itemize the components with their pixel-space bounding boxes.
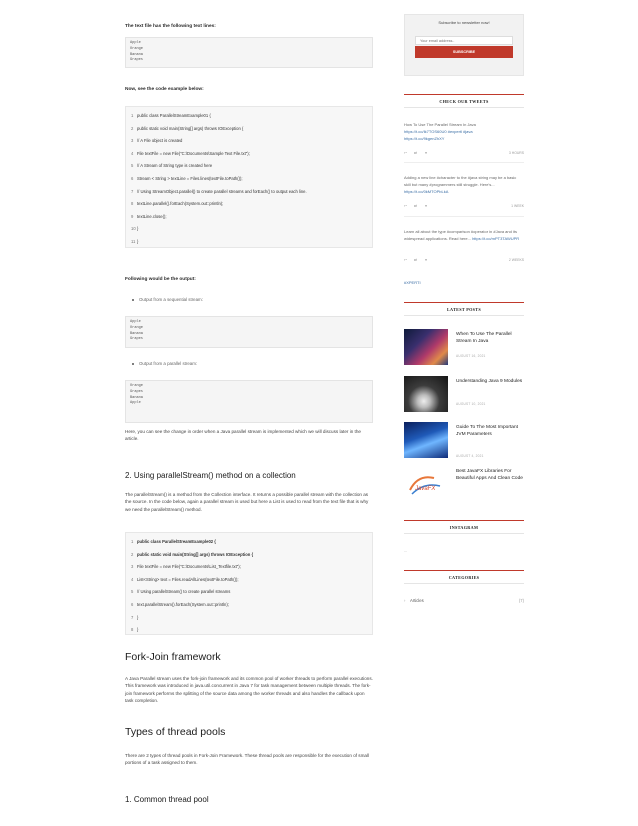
- output-line: Banana: [130, 331, 143, 336]
- code-line: [131, 110, 367, 123]
- parallelstream-paragraph: The parallelStream() is a method from the Collection interface. It returns a possible parallel stream with the collection as the source. In the code below, again a parallel stream is used but here a List is used to read from the text file that is why we need the parallelStream() method.: [125, 492, 369, 512]
- category-item[interactable]: [404, 598, 524, 606]
- code-line: [131, 624, 367, 637]
- code-text: // A Stream of String type is created here: [137, 163, 213, 169]
- line-number: 8: [131, 201, 134, 207]
- post-thumbnail[interactable]: [404, 329, 448, 365]
- tweet-link[interactable]: https://t.co/9kgenZhXY: [404, 136, 445, 141]
- code-line: [131, 549, 367, 562]
- javafx-logo-text: JavaFX: [415, 486, 436, 492]
- line-number: 4: [131, 576, 134, 582]
- line-number: 5: [131, 589, 134, 595]
- like-icon[interactable]: ♥: [425, 258, 428, 262]
- code-text: // Using StreamObject.parallel() to create parallel streams and forEach() to output each line.: [137, 188, 307, 194]
- instagram-heading: INSTAGRAM: [404, 520, 524, 534]
- tweets-heading: CHECK OUR TWEETS: [404, 94, 524, 108]
- code-line: [131, 599, 367, 612]
- change-paragraph: Here, you can see the change in order when a Java parallel stream is implemented which we will discuss later in the article.: [125, 429, 361, 442]
- retweet-icon[interactable]: ⇄: [414, 258, 417, 262]
- tweet-3-meta: [404, 258, 524, 264]
- line-number: 8: [131, 627, 134, 633]
- instagram-feed-placeholder: ...: [404, 548, 408, 553]
- code-text: public static void main(String[] args) throws IOException {: [137, 551, 254, 557]
- code-line: [131, 160, 367, 173]
- code-text: public class ParallelStreamExample02 {: [137, 539, 216, 544]
- line-number: 6: [131, 175, 134, 181]
- code-line: [131, 123, 367, 136]
- code-line: [131, 186, 367, 199]
- file-lines-box: [125, 37, 373, 68]
- code-example-label: Now, see the code example below:: [125, 87, 204, 92]
- code-text: Stream < String > textLine = Files.lines(textFile.toPath());: [137, 175, 243, 181]
- line-number: 10: [131, 226, 136, 232]
- code-line: [131, 148, 367, 161]
- tweet-time: 1 WEEK: [511, 204, 524, 208]
- categories-heading: CATEGORIES: [404, 570, 524, 584]
- code-text: }: [137, 238, 139, 244]
- tweet-text-body: Adding a new line #character to the #java string may be a basic skill but many #programmers still struggle. Here's...: [404, 175, 517, 187]
- code-line: [131, 135, 367, 148]
- line-number: 4: [131, 150, 134, 156]
- tweet-1-meta: [404, 151, 524, 157]
- chevron-right-icon: ›: [404, 598, 406, 603]
- line-number: 2: [131, 125, 134, 131]
- heading-parallelstream: 2. Using parallelStream() method on a collection: [125, 471, 296, 480]
- tweet-2: [404, 174, 524, 195]
- code-text: textLine.parallel().forEach(System.out::println);: [137, 201, 224, 207]
- line-number: 6: [131, 601, 134, 607]
- latest-post-4[interactable]: [404, 468, 524, 508]
- sequential-output-box: [125, 316, 373, 348]
- output-line: Apple: [130, 401, 141, 406]
- code-line: [131, 586, 367, 599]
- code-text: public class ParallelStreamExample01 {: [137, 113, 211, 118]
- line-number: 2: [131, 551, 134, 557]
- code-text: List<String> text = Files.readAllLines(textFile.toPath());: [137, 576, 239, 582]
- code-text: File textFile = new File("C:\Documents\Sample Text File.txt");: [137, 150, 250, 156]
- output-label: Following would be the output:: [125, 277, 196, 282]
- parallel-output-box: [125, 380, 373, 423]
- code-text: public static void main(String[] args) throws IOException {: [137, 125, 244, 131]
- output-line: Orange: [130, 325, 143, 330]
- tweet-link[interactable]: https://t.co/0kMTOPbLkA: [404, 189, 449, 194]
- post-title[interactable]: Understanding Java 9 Modules: [456, 379, 523, 384]
- category-name[interactable]: Articles: [410, 598, 424, 603]
- line-number: 7: [131, 614, 134, 620]
- code-text: File textFile = new File("C:\Documents\List_Textfile.txt");: [137, 564, 241, 570]
- line-number: 5: [131, 163, 134, 169]
- code-line: [131, 211, 367, 224]
- forkjoin-paragraph: A Java Parallel stream uses the fork-join framework and its common pool of worker threads to perform parallel executions. This framework was introduced in java.util.concurrent in Java 7 for task management between multiple threads. The fork-join framework performs the splitting of the source data among the worker threads and also handles the callback upon task completion.: [125, 676, 373, 704]
- code-text: // A File object is created: [137, 138, 183, 144]
- line-number: 1: [131, 113, 134, 118]
- code-text: }: [137, 614, 139, 620]
- post-date: AUGUST 10, 2021: [456, 402, 486, 406]
- line-number: 11: [131, 238, 136, 244]
- file-line: Grapes: [130, 58, 143, 63]
- retweet-icon[interactable]: ⇄: [414, 151, 417, 155]
- retweet-icon[interactable]: ⇄: [414, 204, 417, 208]
- tweet-text: [404, 228, 524, 242]
- code-block-2: [125, 532, 373, 635]
- heading-common-pool: 1. Common thread pool: [125, 795, 209, 804]
- latest-post-1[interactable]: [404, 329, 524, 369]
- code-text: }: [137, 627, 139, 633]
- file-line: Orange: [130, 46, 143, 51]
- post-thumbnail[interactable]: [404, 376, 448, 412]
- line-number: 3: [131, 138, 134, 144]
- code-line: [131, 612, 367, 625]
- code-line: [131, 198, 367, 211]
- line-number: 9: [131, 213, 134, 219]
- divider: [404, 216, 524, 217]
- code-line: [131, 536, 367, 549]
- threadpools-paragraph: There are 2 types of thread pools in Fork-Join Framework. These thread pools are responsible for the execution of small portions of a task assigned to them.: [125, 753, 370, 766]
- code-text: text.parallelStream().forEach(System.out::println);: [137, 601, 229, 607]
- tweet-3: [404, 228, 524, 242]
- category-count: (7): [518, 598, 524, 603]
- code-text: }: [137, 226, 139, 232]
- line-number: 7: [131, 188, 134, 194]
- post-date: AUGUST 16, 2021: [456, 354, 486, 358]
- tweet-1: [404, 121, 524, 142]
- code-line: [131, 223, 367, 236]
- reply-icon[interactable]: ↩: [404, 258, 407, 262]
- tweet-link[interactable]: https://t.co/mPT3TAWUPR: [472, 236, 520, 241]
- output-line: Banana: [130, 395, 143, 400]
- divider: [404, 162, 524, 163]
- heading-threadpools: Types of thread pools: [125, 726, 226, 738]
- output-line: Orange: [130, 384, 143, 388]
- line-number: 3: [131, 564, 134, 570]
- tweet-2-meta: [404, 204, 524, 210]
- bullet-parallel: Output from a parallel stream:: [125, 361, 373, 366]
- like-icon[interactable]: ♥: [425, 204, 428, 208]
- tweet-text-body: Learn all about the type #comparison #operator in #Java and its widespread applications. Read here...: [404, 229, 517, 241]
- latest-posts-heading: LATEST POSTS: [404, 302, 524, 316]
- post-thumbnail[interactable]: [404, 468, 448, 504]
- newsletter-label: Subscribe to newsletter now!: [438, 20, 490, 25]
- tweet-time: 2 WEEKS: [508, 258, 524, 262]
- code-line: [131, 173, 367, 186]
- output-line: Apple: [130, 320, 141, 324]
- bullet-sequential: Output from a sequential stream:: [125, 297, 373, 302]
- reply-icon[interactable]: ↩: [404, 151, 407, 155]
- output-line: Grapes: [130, 337, 143, 342]
- post-title[interactable]: Best JavaFX Libraries For Beautiful Apps And Clean Code: [456, 469, 523, 482]
- twitter-handle-link[interactable]: #XPERTI: [404, 280, 421, 285]
- file-line: Banana: [130, 52, 143, 57]
- code-line: [131, 236, 367, 249]
- like-icon[interactable]: ♥: [425, 151, 428, 155]
- post-date: AUGUST 4, 2021: [456, 454, 484, 458]
- tweet-text: How To Use The Parallel Stream In Java: [404, 122, 476, 127]
- file-line: Apple: [130, 41, 141, 45]
- code-text: // Using parallelStream() to create parallel streams: [137, 589, 231, 595]
- heading-forkjoin: Fork-Join framework: [125, 651, 221, 663]
- code-line: [131, 574, 367, 587]
- line-number: 1: [131, 539, 134, 544]
- post-thumbnail[interactable]: [404, 422, 448, 458]
- tweet-time: 3 HOURS: [508, 151, 524, 155]
- code-line: [131, 561, 367, 574]
- subscribe-button[interactable]: SUBSCRIBE: [415, 46, 513, 58]
- code-block-1: [125, 106, 373, 248]
- latest-post-2[interactable]: [404, 376, 524, 416]
- tweet-text: [404, 174, 524, 195]
- output-line: Grapes: [130, 389, 143, 394]
- javafx-logo-icon: [404, 468, 448, 504]
- post-title[interactable]: Guide To The Most Important JVM Parameters: [456, 425, 518, 438]
- reply-icon[interactable]: ↩: [404, 204, 407, 208]
- post-title[interactable]: When To Use The Parallel Stream In Java: [456, 332, 512, 345]
- code-text: textLine.close();: [137, 213, 167, 219]
- latest-post-3[interactable]: [404, 422, 524, 462]
- tweet-link[interactable]: https://t.co/Ik7TOS60U0 #expertl #java: [404, 129, 473, 134]
- file-intro-text: The text file has the following text lines:: [125, 24, 216, 29]
- newsletter-widget: [404, 14, 524, 76]
- email-input[interactable]: [415, 36, 513, 45]
